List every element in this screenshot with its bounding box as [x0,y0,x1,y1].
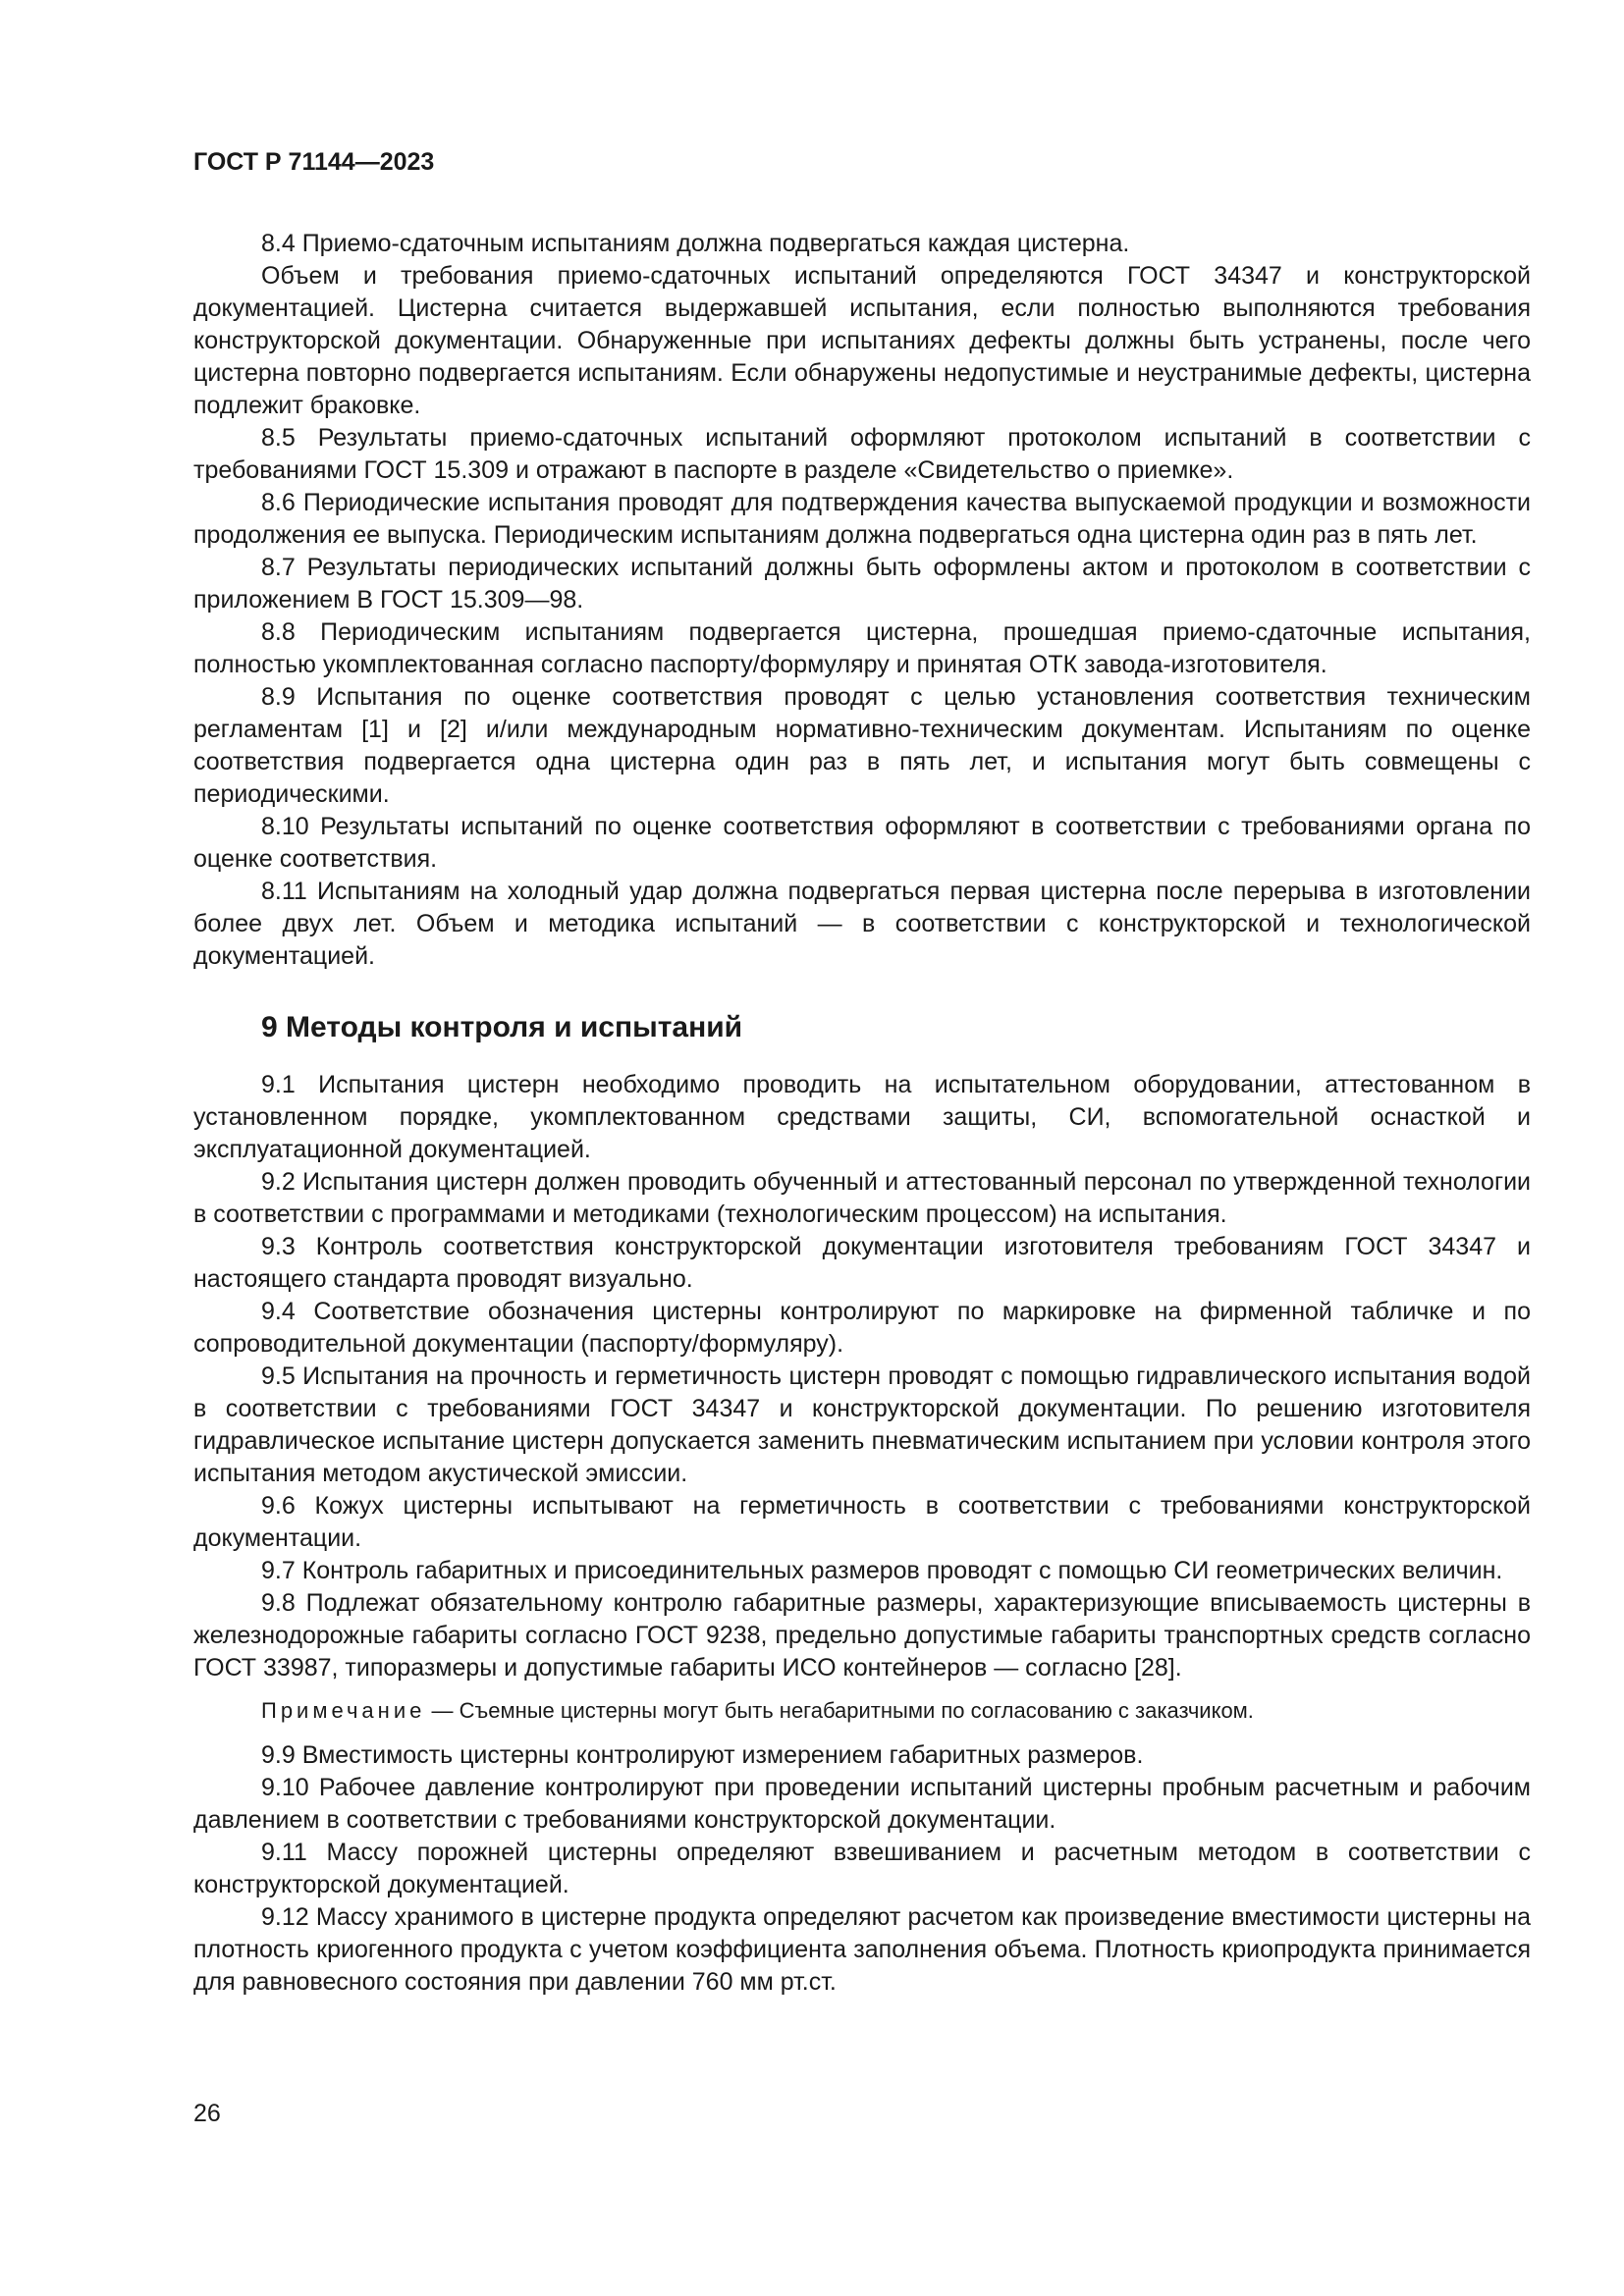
paragraph-8-7: 8.7 Результаты периодических испытаний должны быть оформлены актом и протоколом в соответствии с приложением В ГОСТ 15.309—98. [193,554,1531,614]
paragraph-9-9: 9.9 Вместимость цистерны контролируют измерением габаритных размеров. [261,1741,1144,1769]
paragraph-9-12: 9.12 Массу хранимого в цистерне продукта определяют расчетом как произведение вместимости цистерны на плотность криогенного продукта с учетом коэффициента заполнения объема. Плотность криопродукта принимается для равновесного состояния при давлении 760 мм рт.ст. [193,1903,1531,1996]
paragraph-8-8: 8.8 Периодическим испытаниям подвергается цистерна, прошедшая приемо-сдаточные испытания, полностью укомплектованная согласно паспорту/формуляру и принятая ОТК завода-изготовителя. [193,618,1531,678]
document-header: ГОСТ Р 71144—2023 [193,148,435,176]
paragraph-9-6: 9.6 Кожух цистерны испытывают на герметичность в соответствии с требованиями конструкторской документации. [193,1492,1531,1552]
paragraph-9-8: 9.8 Подлежат обязательному контролю габаритные размеры, характеризующие вписываемость цистерны в железнодорожные габариты согласно ГОСТ 9238, предельно допустимые габариты транспортных средств согласно ГОСТ 33987, типоразмеры и допустимые габариты ИСО контейнеров — согласно [28]. [193,1589,1531,1682]
paragraph-8-4-details: Объем и требования приемо-сдаточных испытаний определяются ГОСТ 34347 и конструкторской документацией. Цистерна считается выдержавшей испытания, если полностью выполняются требования конструкторской документации. Обнаруженные при испытаниях дефекты должны быть устранены, после чего цистерна повторно подвергается испытаниям. Если обнаружены недопустимые и неустранимые дефекты, цистерна подлежит браковке. [193,262,1531,419]
paragraph-9-5: 9.5 Испытания на прочность и герметичность цистерн проводят с помощью гидравлического испытания водой в соответствии с требованиями ГОСТ 34347 и конструкторской документации. По решению изготовителя гидравлическое испытание цистерн допускается заменить пневматическим испытанием при условии контроля этого испытания методом акустической эмиссии. [193,1362,1531,1487]
note-label: Примечание [261,1698,426,1723]
section-8-body [193,228,1531,973]
paragraph-8-6: 8.6 Периодические испытания проводят для подтверждения качества выпускаемой продукции и возможности продолжения ее выпуска. Периодическим испытаниям должна подвергаться одна цистерна один раз в пять лет. [193,489,1531,549]
page-number: 26 [193,2100,221,2127]
document-page [193,147,1531,1999]
note-text: — Съемные цистерны могут быть негабаритными по согласованию с заказчиком. [431,1698,1254,1723]
paragraph-9-10: 9.10 Рабочее давление контролируют при проведении испытаний цистерны пробным расчетным и рабочим давлением в соответствии с требованиями конструкторской документации. [193,1774,1531,1834]
paragraph-8-9: 8.9 Испытания по оценке соответствия проводят с целью установления соответствия техническим регламентам [1] и [2] и/или международным нормативно-техническим документам. Испытаниям по оценке соответствия подвергается одна цистерна один раз в пять лет, и испытания могут быть совмещены с периодическими. [193,683,1531,808]
section-9-body [193,1069,1531,1999]
paragraph-8-5: 8.5 Результаты приемо-сдаточных испытаний оформляют протоколом испытаний в соответствии с требованиями ГОСТ 15.309 и отражают в паспорте в разделе «Свидетельство о приемке». [193,424,1531,484]
paragraph-9-1: 9.1 Испытания цистерн необходимо проводить на испытательном оборудовании, аттестованном в установленном порядке, укомплектованном средствами защиты, СИ, вспомогательной оснасткой и эксплуатационной документацией. [193,1071,1531,1163]
paragraph-9-4: 9.4 Соответствие обозначения цистерны контролируют по маркировке на фирменной табличке и по сопроводительной документации (паспорту/формуляру). [193,1298,1531,1358]
note [193,1696,1531,1726]
paragraph-8-11: 8.11 Испытаниям на холодный удар должна подвергаться первая цистерна после перерыва в изготовлении более двух лет. Объем и методика испытаний — в соответствии с конструкторской и технологической документацией. [193,878,1531,970]
paragraph-9-3: 9.3 Контроль соответствия конструкторской документации изготовителя требованиям ГОСТ 34347 и настоящего стандарта проводят визуально. [193,1233,1531,1293]
paragraph-9-11: 9.11 Массу порожней цистерны определяют взвешиванием и расчетным методом в соответствии с конструкторской документацией. [193,1839,1531,1898]
paragraph-9-2: 9.2 Испытания цистерн должен проводить обученный и аттестованный персонал по утвержденной технологии в соответствии с программами и методиками (технологическим процессом) на испытания. [193,1168,1531,1228]
paragraph-8-4: 8.4 Приемо-сдаточным испытаниям должна подвергаться каждая цистерна. [261,230,1130,257]
paragraph-8-10: 8.10 Результаты испытаний по оценке соответствия оформляют в соответствии с требованиями органа по оценке соответствия. [193,813,1531,873]
paragraph-9-7: 9.7 Контроль габаритных и присоединительных размеров проводят с помощью СИ геометрических величин. [261,1557,1503,1584]
section-9-heading: 9 Методы контроля и испытаний [261,1011,743,1043]
